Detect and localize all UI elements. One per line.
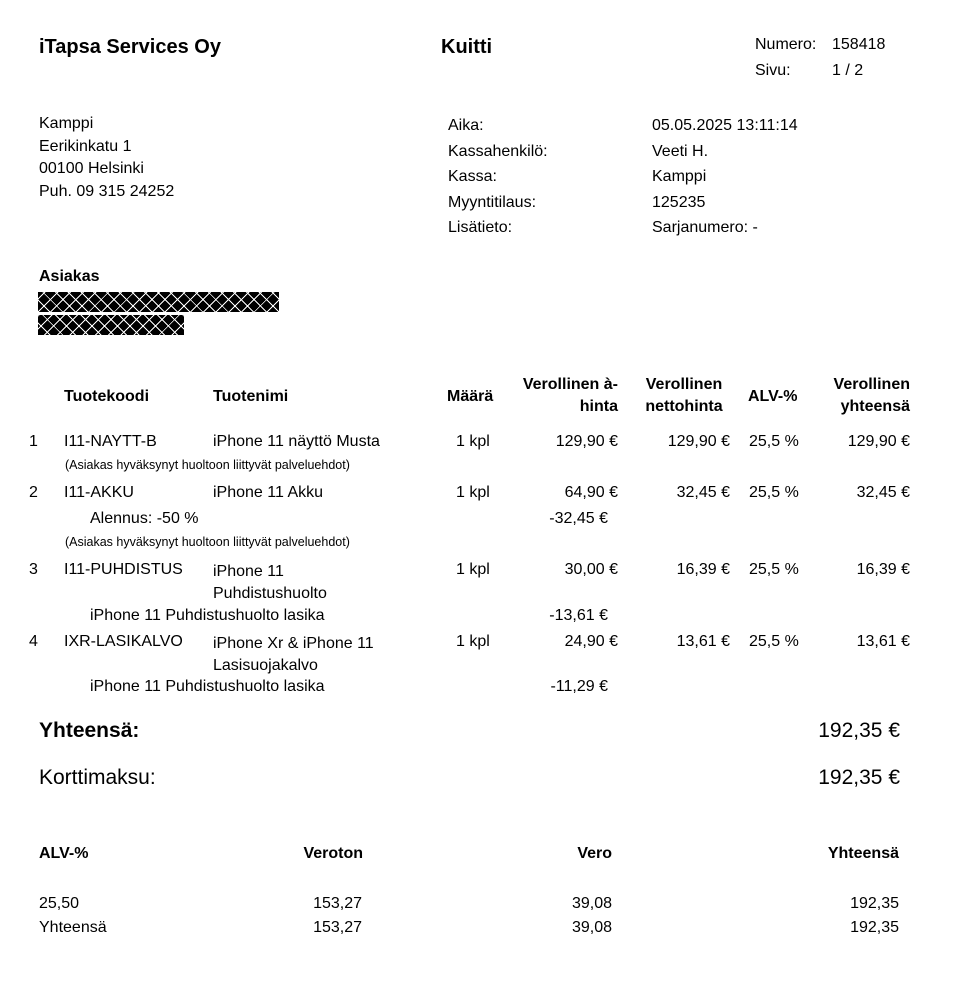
meta-label-order: Myyntitilaus:: [448, 193, 537, 211]
meta-values: [652, 113, 798, 241]
row-discount-label: iPhone 11 Puhdistushuolto lasika: [90, 678, 325, 695]
row-name-line1: iPhone 11: [213, 563, 284, 580]
row-vat: 25,5 %: [749, 633, 799, 650]
row-net-price: 13,61 €: [676, 633, 730, 650]
vat-summary-header-tax: Vero: [577, 845, 612, 862]
row-number: 3: [29, 561, 38, 578]
row-discount-value: -11,29 €: [550, 678, 608, 695]
col-header-qty: Määrä: [447, 388, 494, 405]
row-total: 129,90 €: [847, 433, 910, 450]
row-name: [213, 561, 327, 605]
col-header-net-price-line2: nettohinta: [645, 398, 723, 415]
row-vat: 25,5 %: [749, 484, 799, 501]
row-vat: 25,5 %: [749, 561, 799, 578]
col-header-unit-price-line2: hinta: [579, 398, 618, 415]
vat-summary-row-total: 192,35: [850, 895, 899, 912]
col-header-code: Tuotekoodi: [64, 388, 150, 405]
row-unit-price: 30,00 €: [564, 561, 618, 578]
row-vat: 25,5 %: [749, 433, 799, 450]
vat-summary-row-net: 153,27: [313, 895, 362, 912]
meta-value-register: Kamppi: [652, 168, 707, 185]
customer-heading: Asiakas: [39, 268, 100, 285]
meta-label-cashier: Kassahenkilö:: [448, 142, 548, 160]
vat-summary-total-total: 192,35: [850, 919, 899, 936]
store-street: Eerikinkatu 1: [39, 137, 132, 155]
vat-summary-header-net: Veroton: [303, 845, 363, 862]
row-number: 2: [29, 484, 38, 501]
card-payment-value: 192,35 €: [818, 766, 900, 789]
col-header-unit-price: [490, 374, 618, 418]
grand-total-label: Yhteensä:: [39, 719, 140, 742]
row-discount-label: iPhone 11 Puhdistushuolto lasika: [90, 607, 325, 624]
vat-summary-row-vat: 25,50: [39, 895, 80, 912]
meta-value-order: 125235: [652, 193, 706, 211]
row-net-price: 129,90 €: [667, 433, 730, 450]
vat-summary-total-tax: 39,08: [571, 919, 612, 936]
store-name: Kamppi: [39, 115, 94, 132]
col-header-name: Tuotenimi: [213, 388, 289, 405]
row-code: I11-PUHDISTUS: [64, 561, 183, 578]
document-title: Kuitti: [441, 36, 493, 58]
row-name: [213, 633, 374, 677]
col-header-unit-price-line1: Verollinen à-: [522, 376, 618, 393]
page-label: Sivu:: [755, 62, 791, 79]
redacted-customer-name: [38, 292, 279, 312]
vat-summary-header-total: Yhteensä: [827, 845, 899, 862]
row-name-line1: iPhone Xr & iPhone 11: [213, 635, 374, 652]
row-discount-label: Alennus: -50 %: [90, 510, 199, 527]
meta-label-register: Kassa:: [448, 168, 497, 185]
col-header-net-price: [632, 374, 736, 418]
row-note: (Asiakas hyväksynyt huoltoon liittyvät palveluehdot): [65, 535, 350, 549]
row-total: 16,39 €: [856, 561, 910, 578]
meta-value-time: 05.05.2025 13:11:14: [652, 117, 798, 134]
row-name: iPhone 11 näyttö Musta: [213, 433, 380, 450]
col-header-total-line2: yhteensä: [840, 398, 910, 415]
receipt-number-value: 158418: [832, 36, 886, 53]
row-code: I11-NAYTT-B: [64, 433, 157, 450]
vat-summary-total-net: 153,27: [313, 919, 362, 936]
row-qty: 1 kpl: [456, 561, 490, 578]
company-name: iTapsa Services Oy: [39, 36, 221, 58]
store-phone: Puh. 09 315 24252: [39, 182, 175, 200]
row-code: IXR-LASIKALVO: [64, 633, 183, 650]
vat-summary-row-tax: 39,08: [571, 895, 612, 912]
row-number: 1: [29, 433, 38, 450]
store-address: [39, 113, 174, 203]
card-payment-label: Korttimaksu:: [39, 766, 156, 789]
store-city: 00100 Helsinki: [39, 160, 144, 177]
row-unit-price: 24,90 €: [564, 633, 618, 650]
row-name: iPhone 11 Akku: [213, 484, 324, 501]
row-unit-price: 64,90 €: [564, 484, 618, 501]
vat-summary-header-vat: ALV-%: [39, 845, 89, 862]
meta-labels: [448, 113, 548, 241]
row-qty: 1 kpl: [456, 484, 490, 501]
redacted-customer-detail: [38, 315, 184, 335]
row-note: (Asiakas hyväksynyt huoltoon liittyvät palveluehdot): [65, 458, 350, 472]
page-value: 1 / 2: [832, 62, 864, 79]
col-header-total: [800, 374, 910, 418]
row-net-price: 32,45 €: [676, 484, 730, 501]
row-net-price: 16,39 €: [676, 561, 730, 578]
receipt-number-label: Numero:: [755, 36, 817, 53]
col-header-net-price-line1: Verollinen: [645, 376, 723, 393]
meta-value-cashier: Veeti H.: [652, 142, 709, 160]
col-header-vat: ALV-%: [748, 388, 798, 405]
row-qty: 1 kpl: [456, 433, 490, 450]
row-total: 13,61 €: [856, 633, 910, 650]
vat-summary-total-label: Yhteensä: [39, 919, 107, 936]
row-code: I11-AKKU: [64, 484, 134, 501]
meta-value-extra: Sarjanumero: -: [652, 219, 758, 236]
meta-label-time: Aika:: [448, 117, 484, 134]
row-number: 4: [29, 633, 38, 650]
row-qty: 1 kpl: [456, 633, 490, 650]
row-name-line2: Puhdistushuolto: [213, 585, 327, 602]
row-discount-value: -32,45 €: [549, 510, 608, 527]
meta-label-extra: Lisätieto:: [448, 219, 513, 236]
col-header-total-line1: Verollinen: [833, 376, 910, 393]
row-discount-value: -13,61 €: [549, 607, 608, 624]
row-total: 32,45 €: [856, 484, 910, 501]
grand-total-value: 192,35 €: [818, 719, 900, 742]
row-name-line2: Lasisuojakalvo: [213, 657, 318, 674]
row-unit-price: 129,90 €: [555, 433, 618, 450]
